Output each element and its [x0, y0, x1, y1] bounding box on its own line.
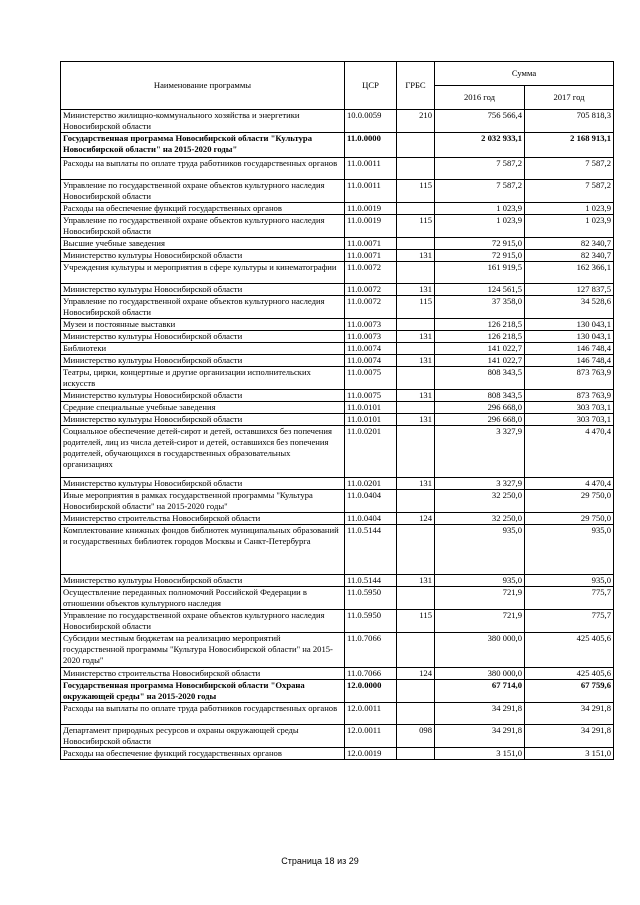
table-row — [61, 575, 614, 587]
cell-sum-2017: 303 703,1 — [525, 402, 614, 414]
table-row — [61, 610, 614, 633]
table-row — [61, 513, 614, 525]
table-row — [61, 426, 614, 478]
table-row — [61, 490, 614, 513]
cell-grbs — [397, 158, 435, 180]
cell-sum-2017: 127 837,5 — [525, 284, 614, 296]
cell-sum-2017: 162 366,1 — [525, 262, 614, 284]
table-body — [61, 110, 614, 760]
table-row — [61, 478, 614, 490]
table-row — [61, 296, 614, 319]
cell-grbs: 124 — [397, 668, 435, 680]
table-row — [61, 587, 614, 610]
header-program-name: Наименование программы — [61, 62, 345, 110]
cell-program-name: Библиотеки — [61, 343, 345, 355]
cell-sum-2016: 1 023,9 — [435, 203, 525, 215]
cell-grbs: 115 — [397, 180, 435, 203]
cell-sum-2016: 721,9 — [435, 610, 525, 633]
table-row — [61, 703, 614, 725]
cell-sum-2017: 3 151,0 — [525, 748, 614, 760]
cell-sum-2017: 775,7 — [525, 610, 614, 633]
cell-sum-2016: 808 343,5 — [435, 367, 525, 390]
cell-grbs — [397, 748, 435, 760]
cell-sum-2016: 1 023,9 — [435, 215, 525, 238]
cell-grbs — [397, 426, 435, 478]
cell-grbs — [397, 343, 435, 355]
header-sum: Сумма — [435, 62, 614, 86]
cell-grbs — [397, 703, 435, 725]
cell-program-name: Комплектование книжных фондов библиотек муниципальных образований и государственных библиотек городов Москвы и Санкт-Петербурга — [61, 525, 345, 575]
cell-program-name: Расходы на обеспечение функций государственных органов — [61, 203, 345, 215]
cell-grbs — [397, 587, 435, 610]
cell-csr: 11.0.0073 — [345, 319, 397, 331]
cell-csr: 11.0.0201 — [345, 426, 397, 478]
cell-csr: 11.0.0071 — [345, 250, 397, 262]
cell-program-name: Социальное обеспечение детей-сирот и детей, оставшихся без попечения родителей, лиц из числа детей-сирот и детей, оставшихся без попечения родителей, обучающихся в государственных образовательных организациях — [61, 426, 345, 478]
cell-program-name: Министерство культуры Новосибирской области — [61, 250, 345, 262]
cell-sum-2017: 34 291,8 — [525, 725, 614, 748]
cell-program-name: Министерство культуры Новосибирской области — [61, 414, 345, 426]
cell-grbs — [397, 319, 435, 331]
cell-grbs: 131 — [397, 250, 435, 262]
cell-sum-2017: 935,0 — [525, 575, 614, 587]
cell-program-name: Средние специальные учебные заведения — [61, 402, 345, 414]
header-grbs: ГРБС — [397, 62, 435, 110]
cell-grbs: 115 — [397, 296, 435, 319]
cell-sum-2017: 1 023,9 — [525, 215, 614, 238]
cell-sum-2016: 380 000,0 — [435, 633, 525, 668]
cell-program-name: Министерство культуры Новосибирской области — [61, 575, 345, 587]
table-row — [61, 180, 614, 203]
cell-sum-2017: 130 043,1 — [525, 331, 614, 343]
cell-grbs: 131 — [397, 284, 435, 296]
cell-sum-2016: 3 151,0 — [435, 748, 525, 760]
cell-grbs — [397, 525, 435, 575]
table-row — [61, 725, 614, 748]
cell-grbs: 115 — [397, 610, 435, 633]
cell-csr: 11.0.0404 — [345, 490, 397, 513]
cell-grbs: 131 — [397, 414, 435, 426]
header-year-2016: 2016 год — [435, 86, 525, 110]
cell-csr: 11.0.5950 — [345, 610, 397, 633]
cell-sum-2016: 161 919,5 — [435, 262, 525, 284]
cell-csr: 12.0.0011 — [345, 725, 397, 748]
cell-program-name: Музеи и постоянные выставки — [61, 319, 345, 331]
cell-program-name: Управление по государственной охране объектов культурного наследия Новосибирской области — [61, 296, 345, 319]
cell-sum-2017: 29 750,0 — [525, 490, 614, 513]
table-row — [61, 525, 614, 575]
cell-sum-2016: 32 250,0 — [435, 513, 525, 525]
table-row — [61, 668, 614, 680]
cell-csr: 11.0.0011 — [345, 180, 397, 203]
cell-sum-2017: 34 528,6 — [525, 296, 614, 319]
cell-grbs — [397, 490, 435, 513]
cell-sum-2016: 126 218,5 — [435, 319, 525, 331]
cell-sum-2016: 7 587,2 — [435, 158, 525, 180]
cell-grbs — [397, 262, 435, 284]
cell-program-name: Расходы на выплаты по оплате труда работников государственных органов — [61, 703, 345, 725]
cell-sum-2016: 380 000,0 — [435, 668, 525, 680]
table-row — [61, 203, 614, 215]
cell-csr: 11.0.0074 — [345, 355, 397, 367]
cell-grbs: 115 — [397, 215, 435, 238]
cell-sum-2017: 146 748,4 — [525, 355, 614, 367]
cell-program-name: Иные мероприятия в рамках государственной программы "Культура Новосибирской области" на 2015-2020 годы" — [61, 490, 345, 513]
cell-sum-2017: 67 759,6 — [525, 680, 614, 703]
table-row — [61, 262, 614, 284]
cell-grbs — [397, 633, 435, 668]
table-row — [61, 133, 614, 158]
cell-grbs — [397, 367, 435, 390]
cell-sum-2017: 935,0 — [525, 525, 614, 575]
cell-csr: 11.0.0072 — [345, 284, 397, 296]
cell-sum-2016: 296 668,0 — [435, 414, 525, 426]
cell-csr: 11.0.0074 — [345, 343, 397, 355]
cell-csr: 11.0.0073 — [345, 331, 397, 343]
table-row — [61, 402, 614, 414]
cell-csr: 11.0.0072 — [345, 262, 397, 284]
cell-program-name: Высшие учебные заведения — [61, 238, 345, 250]
cell-sum-2017: 82 340,7 — [525, 238, 614, 250]
table-row — [61, 158, 614, 180]
cell-sum-2017: 425 405,6 — [525, 668, 614, 680]
cell-sum-2017: 873 763,9 — [525, 367, 614, 390]
cell-csr: 11.0.0000 — [345, 133, 397, 158]
cell-sum-2016: 935,0 — [435, 525, 525, 575]
cell-sum-2016: 124 561,5 — [435, 284, 525, 296]
cell-sum-2016: 296 668,0 — [435, 402, 525, 414]
cell-csr: 11.0.0201 — [345, 478, 397, 490]
cell-grbs: 098 — [397, 725, 435, 748]
cell-sum-2017: 4 470,4 — [525, 426, 614, 478]
cell-csr: 11.0.0075 — [345, 390, 397, 402]
cell-csr: 10.0.0059 — [345, 110, 397, 133]
cell-sum-2017: 146 748,4 — [525, 343, 614, 355]
table-row — [61, 238, 614, 250]
cell-grbs: 124 — [397, 513, 435, 525]
cell-csr: 11.0.0101 — [345, 402, 397, 414]
cell-program-name: Министерство строительства Новосибирской области — [61, 668, 345, 680]
cell-grbs — [397, 402, 435, 414]
cell-sum-2016: 67 714,0 — [435, 680, 525, 703]
cell-csr: 11.0.0075 — [345, 367, 397, 390]
cell-sum-2016: 756 566,4 — [435, 110, 525, 133]
cell-grbs: 131 — [397, 390, 435, 402]
cell-sum-2017: 775,7 — [525, 587, 614, 610]
cell-grbs — [397, 680, 435, 703]
header-year-2017: 2017 год — [525, 86, 614, 110]
cell-sum-2017: 29 750,0 — [525, 513, 614, 525]
cell-sum-2016: 141 022,7 — [435, 343, 525, 355]
table-row — [61, 343, 614, 355]
cell-program-name: Министерство культуры Новосибирской области — [61, 284, 345, 296]
cell-csr: 11.0.0072 — [345, 296, 397, 319]
cell-grbs: 131 — [397, 478, 435, 490]
cell-sum-2016: 3 327,9 — [435, 478, 525, 490]
cell-sum-2016: 721,9 — [435, 587, 525, 610]
cell-csr: 11.0.5144 — [345, 525, 397, 575]
cell-program-name: Расходы на выплаты по оплате труда работников государственных органов — [61, 158, 345, 180]
cell-program-name: Управление по государственной охране объектов культурного наследия Новосибирской области — [61, 610, 345, 633]
cell-grbs: 210 — [397, 110, 435, 133]
cell-program-name: Департамент природных ресурсов и охраны окружающей среды Новосибирской области — [61, 725, 345, 748]
table-row — [61, 367, 614, 390]
cell-grbs: 131 — [397, 355, 435, 367]
cell-sum-2017: 425 405,6 — [525, 633, 614, 668]
table-row — [61, 355, 614, 367]
header-csr: ЦСР — [345, 62, 397, 110]
cell-program-name: Управление по государственной охране объектов культурного наследия Новосибирской области — [61, 215, 345, 238]
cell-sum-2016: 72 915,0 — [435, 238, 525, 250]
cell-program-name: Министерство строительства Новосибирской области — [61, 513, 345, 525]
cell-csr: 11.0.7066 — [345, 668, 397, 680]
cell-program-name: Управление по государственной охране объектов культурного наследия Новосибирской области — [61, 180, 345, 203]
cell-grbs — [397, 203, 435, 215]
cell-grbs: 131 — [397, 331, 435, 343]
cell-sum-2017: 34 291,8 — [525, 703, 614, 725]
cell-csr: 12.0.0011 — [345, 703, 397, 725]
cell-sum-2016: 37 358,0 — [435, 296, 525, 319]
table-row — [61, 633, 614, 668]
table-row — [61, 748, 614, 760]
table-row — [61, 215, 614, 238]
cell-program-name: Расходы на обеспечение функций государственных органов — [61, 748, 345, 760]
cell-csr: 11.0.0101 — [345, 414, 397, 426]
cell-csr: 11.0.0011 — [345, 158, 397, 180]
cell-sum-2017: 303 703,1 — [525, 414, 614, 426]
table-row — [61, 319, 614, 331]
cell-sum-2016: 34 291,8 — [435, 703, 525, 725]
cell-csr: 11.0.5950 — [345, 587, 397, 610]
cell-program-name: Учреждения культуры и мероприятия в сфере культуры и кинематографии — [61, 262, 345, 284]
cell-sum-2016: 126 218,5 — [435, 331, 525, 343]
cell-csr: 11.0.7066 — [345, 633, 397, 668]
table-row — [61, 390, 614, 402]
cell-sum-2017: 130 043,1 — [525, 319, 614, 331]
table-row — [61, 284, 614, 296]
cell-program-name: Министерство культуры Новосибирской области — [61, 390, 345, 402]
cell-sum-2016: 3 327,9 — [435, 426, 525, 478]
cell-csr: 11.0.5144 — [345, 575, 397, 587]
cell-sum-2017: 873 763,9 — [525, 390, 614, 402]
cell-sum-2016: 808 343,5 — [435, 390, 525, 402]
page-footer: Страница 18 из 29 — [281, 856, 359, 866]
cell-sum-2016: 935,0 — [435, 575, 525, 587]
cell-sum-2017: 1 023,9 — [525, 203, 614, 215]
cell-sum-2016: 7 587,2 — [435, 180, 525, 203]
cell-sum-2017: 4 470,4 — [525, 478, 614, 490]
cell-grbs: 131 — [397, 575, 435, 587]
cell-sum-2016: 141 022,7 — [435, 355, 525, 367]
cell-csr: 11.0.0071 — [345, 238, 397, 250]
table-row — [61, 414, 614, 426]
cell-csr: 12.0.0019 — [345, 748, 397, 760]
cell-csr: 11.0.0019 — [345, 203, 397, 215]
cell-csr: 12.0.0000 — [345, 680, 397, 703]
cell-program-name: Осуществление переданных полномочий Российской Федерации в отношении объектов культурного наследия — [61, 587, 345, 610]
cell-sum-2017: 7 587,2 — [525, 158, 614, 180]
cell-program-name: Министерство культуры Новосибирской области — [61, 478, 345, 490]
cell-sum-2016: 32 250,0 — [435, 490, 525, 513]
cell-program-name: Государственная программа Новосибирской области "Культура Новосибирской области" на 2015-2020 годы" — [61, 133, 345, 158]
cell-program-name: Министерство жилищно-коммунального хозяйства и энергетики Новосибирской области — [61, 110, 345, 133]
cell-sum-2017: 82 340,7 — [525, 250, 614, 262]
table-row — [61, 331, 614, 343]
cell-program-name: Министерство культуры Новосибирской области — [61, 331, 345, 343]
table-row — [61, 250, 614, 262]
table-row — [61, 680, 614, 703]
cell-sum-2016: 72 915,0 — [435, 250, 525, 262]
cell-program-name: Государственная программа Новосибирской области "Охрана окружающей среды" на 2015-2020 годы — [61, 680, 345, 703]
cell-csr: 11.0.0404 — [345, 513, 397, 525]
cell-csr: 11.0.0019 — [345, 215, 397, 238]
cell-sum-2017: 7 587,2 — [525, 180, 614, 203]
cell-sum-2017: 2 168 913,1 — [525, 133, 614, 158]
cell-program-name: Субсидии местным бюджетам на реализацию мероприятий государственной программы "Культура Новосибирской области" на 2015-2020 годы" — [61, 633, 345, 668]
cell-program-name: Министерство культуры Новосибирской области — [61, 355, 345, 367]
cell-program-name: Театры, цирки, концертные и другие организации исполнительских искусств — [61, 367, 345, 390]
cell-grbs — [397, 133, 435, 158]
cell-sum-2016: 34 291,8 — [435, 725, 525, 748]
cell-sum-2017: 705 818,3 — [525, 110, 614, 133]
cell-grbs — [397, 238, 435, 250]
table-row — [61, 110, 614, 133]
cell-sum-2016: 2 032 933,1 — [435, 133, 525, 158]
budget-table — [60, 61, 614, 760]
